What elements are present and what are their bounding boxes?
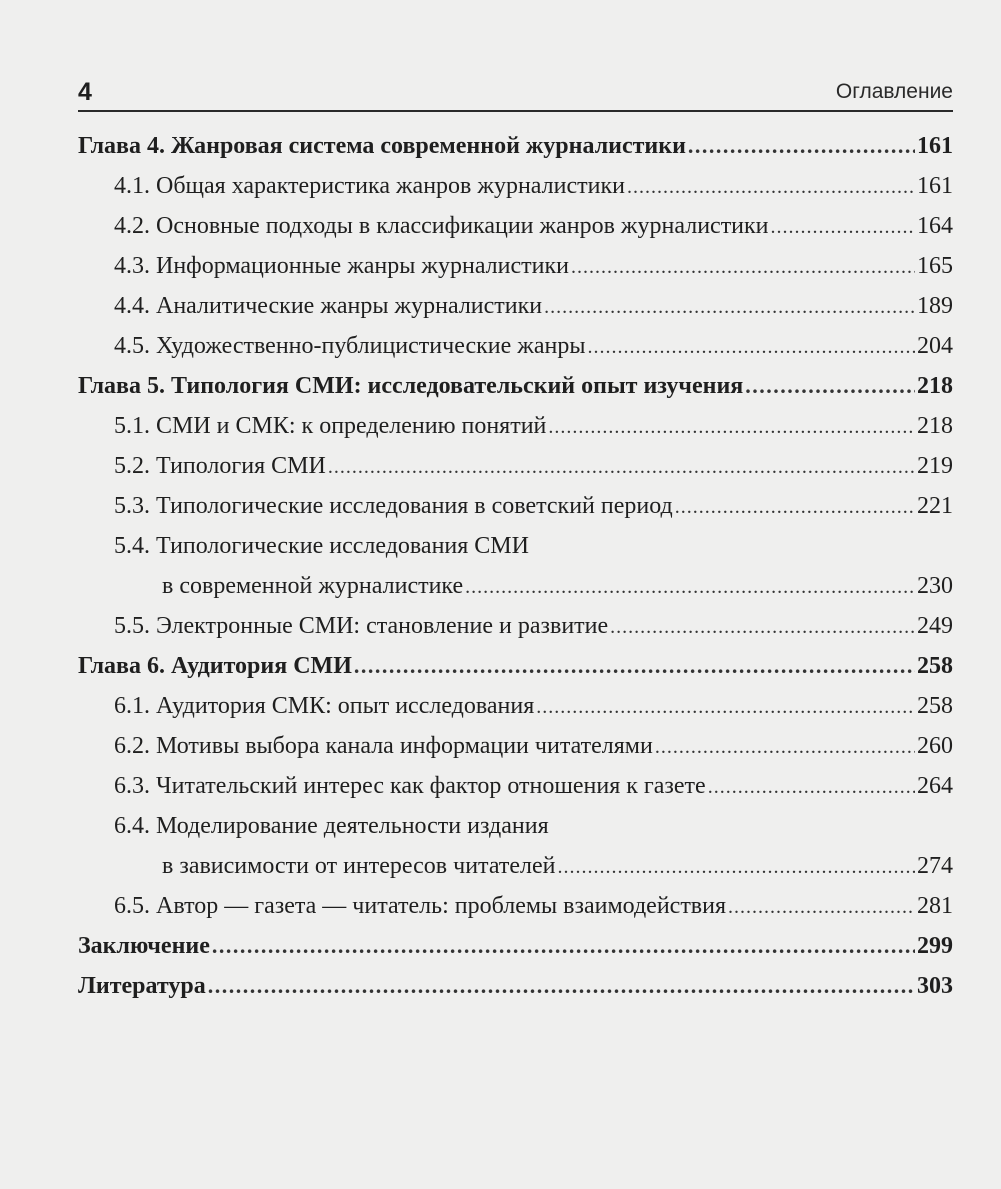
- dot-leader: [571, 246, 915, 287]
- toc-entry: [78, 886, 953, 926]
- toc-chapter: [78, 126, 953, 166]
- toc-entry: [78, 166, 953, 206]
- toc-entry-title: Литература: [78, 973, 206, 999]
- dot-leader: [208, 966, 915, 1006]
- toc-page-number: 218: [917, 413, 953, 439]
- header-rule: [78, 110, 953, 112]
- toc-page-number: 218: [917, 373, 953, 399]
- dot-leader: [675, 486, 915, 527]
- dot-leader: [587, 326, 915, 367]
- dot-leader: [548, 406, 915, 447]
- toc-entry-title: Глава 6. Аудитория СМИ: [78, 653, 352, 679]
- toc-entry-title: Глава 5. Типология СМИ: исследовательский опыт изучения: [78, 373, 744, 399]
- toc-chapter: [78, 926, 953, 966]
- toc-page-number: 165: [917, 253, 953, 279]
- toc-page-number: 258: [917, 653, 953, 679]
- toc-page-number: 161: [917, 133, 953, 159]
- dot-leader: [354, 646, 915, 686]
- toc-entry-title: 4.5. Художественно-публицистические жанры: [114, 333, 586, 359]
- toc-page-number: 274: [917, 853, 953, 879]
- toc-entry-title: Глава 4. Жанровая система современной журналистики: [78, 133, 686, 159]
- dot-leader: [465, 566, 915, 607]
- toc-entry: [78, 286, 953, 326]
- toc-entry-title: 5.2. Типология СМИ: [114, 453, 326, 479]
- toc-entry-title: 4.1. Общая характеристика жанров журналистики: [114, 173, 625, 199]
- dot-leader: [212, 926, 915, 966]
- toc-entry: [78, 726, 953, 766]
- dot-leader: [544, 286, 915, 327]
- toc-entry-title-continued: в современной журналистике: [162, 573, 464, 599]
- toc-page-number: 221: [917, 493, 953, 519]
- dot-leader: [745, 366, 915, 406]
- toc-entry: [78, 206, 953, 246]
- running-title: Оглавление: [835, 80, 953, 103]
- toc-entry-title: 6.3. Читательский интерес как фактор отношения к газете: [114, 773, 706, 799]
- toc-page-number: 299: [917, 933, 953, 959]
- toc-entry: [78, 846, 953, 886]
- toc-page-number: 230: [917, 573, 953, 599]
- toc-chapter: [78, 646, 953, 686]
- toc-entry-line: [78, 806, 953, 846]
- dot-leader: [728, 886, 915, 927]
- toc-entry-title-continued: в зависимости от интересов читателей: [162, 853, 556, 879]
- page-number: 4: [78, 78, 92, 106]
- toc-entry-title: 6.1. Аудитория СМК: опыт исследования: [114, 693, 535, 719]
- toc-entry-line: [78, 526, 953, 566]
- toc-entry-title: Заключение: [78, 933, 210, 959]
- toc-page-number: 258: [917, 693, 953, 719]
- toc-entry: [78, 486, 953, 526]
- toc-entry-title: 5.1. СМИ и СМК: к определению понятий: [114, 413, 547, 439]
- toc-page-number: 260: [917, 733, 953, 759]
- toc-entry-title: 6.4. Моделирование деятельности издания: [114, 813, 549, 839]
- dot-leader: [610, 606, 915, 647]
- toc-entry: [78, 686, 953, 726]
- toc-page-number: 204: [917, 333, 953, 359]
- toc-chapter: [78, 366, 953, 406]
- toc-entry: [78, 566, 953, 606]
- dot-leader: [688, 126, 915, 166]
- toc-page-number: 161: [917, 173, 953, 199]
- toc-page-number: 281: [917, 893, 953, 919]
- toc-page-number: 189: [917, 293, 953, 319]
- toc-entry: [78, 326, 953, 366]
- dot-leader: [536, 686, 915, 727]
- toc-page-number: 249: [917, 613, 953, 639]
- page-header: [78, 76, 953, 110]
- toc-entry: [78, 766, 953, 806]
- dot-leader: [328, 446, 915, 487]
- toc-page-number: 164: [917, 213, 953, 239]
- toc-page-number: 264: [917, 773, 953, 799]
- toc-entry-title: 4.4. Аналитические жанры журналистики: [114, 293, 543, 319]
- dot-leader: [708, 766, 915, 807]
- toc-page-number: 303: [917, 973, 953, 999]
- toc-entry-title: 6.2. Мотивы выбора канала информации читателями: [114, 733, 653, 759]
- toc-entry: [78, 606, 953, 646]
- dot-leader: [771, 206, 915, 247]
- toc-entry-title: 4.3. Информационные жанры журналистики: [114, 253, 569, 279]
- dot-leader: [655, 726, 915, 767]
- toc-entry-title: 6.5. Автор — газета — читатель: проблемы взаимодействия: [114, 893, 727, 919]
- toc-entry-title: 5.4. Типологические исследования СМИ: [114, 533, 529, 559]
- toc-entry: [78, 446, 953, 486]
- toc-entry-title: 4.2. Основные подходы в классификации жанров журналистики: [114, 213, 769, 239]
- toc-entry: [78, 406, 953, 446]
- toc-page-number: 219: [917, 453, 953, 479]
- table-of-contents: [78, 126, 953, 1006]
- toc-chapter: [78, 966, 953, 1006]
- toc-entry-title: 5.5. Электронные СМИ: становление и развитие: [114, 613, 609, 639]
- toc-entry-title: 5.3. Типологические исследования в советский период: [114, 493, 673, 519]
- dot-leader: [627, 166, 915, 207]
- dot-leader: [557, 846, 915, 887]
- toc-entry: [78, 246, 953, 286]
